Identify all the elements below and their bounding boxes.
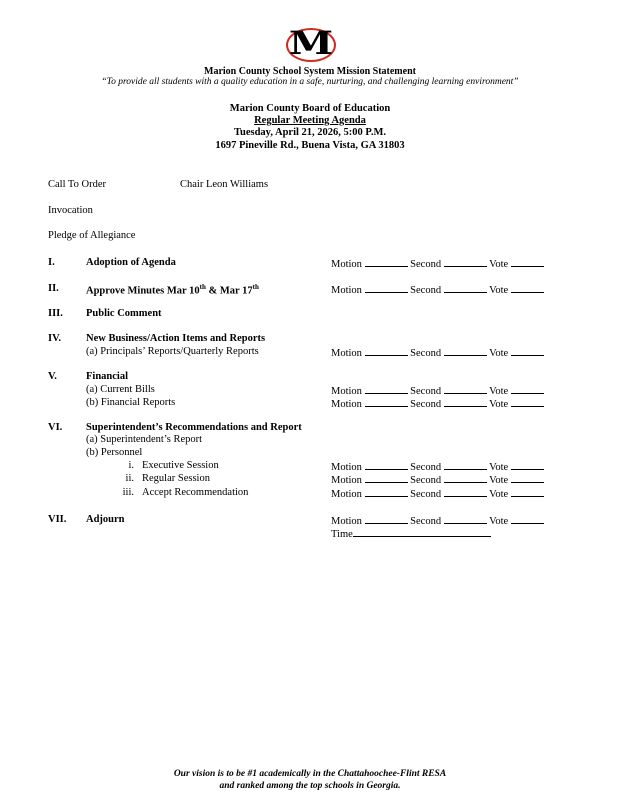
roman-numeral: i. [128, 460, 134, 471]
item-number: VII. [48, 514, 67, 525]
chair-name: Chair Leon Williams [180, 179, 269, 190]
call-to-order: Call To Order [48, 179, 106, 190]
vote-blank [511, 257, 544, 267]
time-line [331, 527, 491, 540]
item-number: II. [48, 283, 59, 294]
vote-label: Vote [489, 259, 509, 270]
meeting-address: 1697 Pineville Rd., Buena Vista, GA 31803 [215, 140, 405, 151]
sub-item: (a) Principals’ Reports/Quarterly Reports [86, 346, 259, 357]
sub-sub-item: Regular Session [142, 473, 210, 484]
agenda-title: Regular Meeting Agenda [254, 115, 366, 126]
meeting-date: Tuesday, April 21, 2026, 5:00 P.M. [233, 127, 387, 138]
vote-line [331, 257, 544, 270]
vote-line: Motion Second Vote [331, 283, 544, 296]
mission-text: “To provide all students with a quality education in a safe, nurturing, and challenging learning environment” [101, 77, 519, 87]
second-blank [444, 257, 487, 267]
item-title: Approve Minutes Mar 10th & Mar 17th [86, 283, 259, 297]
pledge: Pledge of Allegiance [48, 230, 136, 241]
item-title: Financial [86, 371, 129, 382]
vision-line-1: Our vision is to be #1 academically in the Chattahoochee-Flint RESA [173, 769, 447, 779]
vote-line: Motion Second Vote [331, 346, 544, 359]
district-logo [286, 24, 336, 62]
second-label: Second [410, 259, 442, 270]
item-title: New Business/Action Items and Reports [86, 333, 266, 344]
invocation: Invocation [48, 205, 93, 216]
sub-item: (b) Financial Reports [86, 397, 176, 408]
sub-item: (a) Superintendent’s Report [86, 434, 203, 445]
item-title: Adoption of Agenda [86, 257, 176, 268]
roman-numeral: ii. [125, 473, 134, 484]
sub-item: (b) Personnel [86, 447, 143, 458]
time-blank [353, 527, 491, 537]
roman-numeral: iii. [122, 487, 134, 498]
item-number: IV. [48, 333, 61, 344]
item-title: Adjourn [86, 514, 125, 525]
vote-line: Motion Second Vote [331, 473, 544, 486]
item-title: Public Comment [86, 308, 162, 319]
item-title: Superintendent’s Recommendations and Report [86, 422, 302, 433]
sub-sub-item: Executive Session [142, 460, 219, 471]
sub-item: (a) Current Bills [86, 384, 155, 395]
vision-line-2: and ranked among the top schools in Georgia. [219, 781, 401, 791]
item-number: I. [48, 257, 55, 268]
vote-line: Motion Second Vote [331, 397, 544, 410]
mission-title: Marion County School System Mission Statement [204, 66, 416, 77]
vote-line: Motion Second Vote [331, 514, 544, 527]
board-name: Marion County Board of Education [229, 103, 391, 114]
motion-blank [365, 257, 408, 267]
logo-letter: M [288, 24, 334, 62]
time-label: Time [331, 529, 353, 540]
motion-label: Motion [331, 259, 362, 270]
vote-line: Motion Second Vote [331, 384, 544, 397]
sub-sub-item: Accept Recommendation [142, 487, 249, 498]
item-number: III. [48, 308, 63, 319]
vote-line: Motion Second Vote [331, 460, 544, 473]
item-number: V. [48, 371, 57, 382]
item-number: VI. [48, 422, 63, 433]
vote-line: Motion Second Vote [331, 487, 544, 500]
